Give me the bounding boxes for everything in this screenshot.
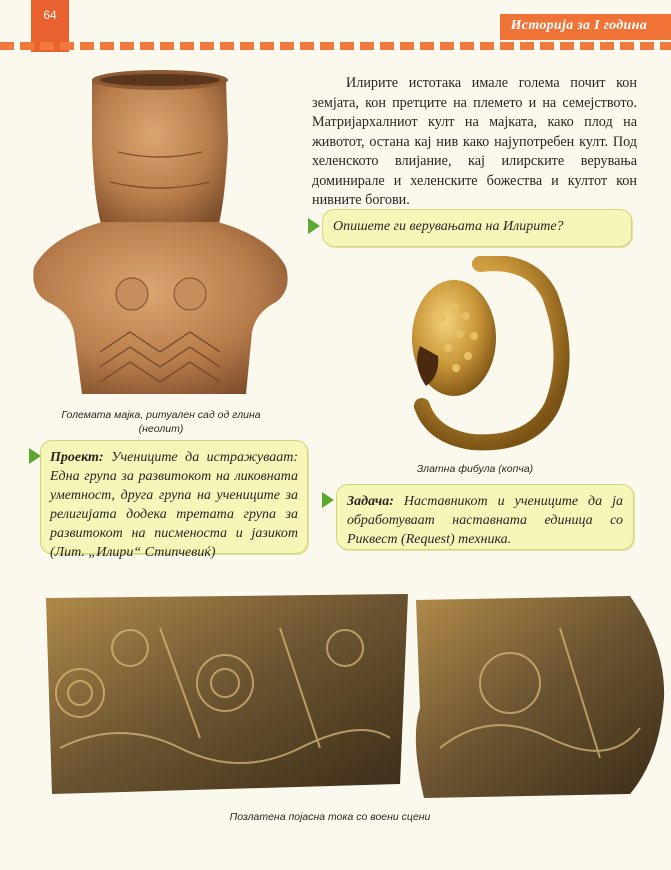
assignment-callout <box>336 484 634 550</box>
project-callout <box>40 440 308 560</box>
page-number: 64 <box>43 8 57 22</box>
project-label: Проект: <box>50 450 104 465</box>
assignment-arrow-icon <box>322 492 334 508</box>
intro-text: Илирите истотака имале голема почит кон земјата, кон претците на племето и на семејството. Матријархалниот култ на мајката, како плод на животот, останa кај нив како најупотребен култ. Под хеленското влијание, кај илирските верувања доминирале и хеленските божества и култот кон нивните богови. <box>312 75 637 208</box>
project-body <box>41 441 307 569</box>
belt-caption: Позлатена појасна тока со воени сцени <box>229 811 431 823</box>
describe-task-callout <box>322 209 632 247</box>
running-title: Историја за I година <box>510 18 647 33</box>
intro-paragraph <box>312 74 637 211</box>
assignment-text: Наставникот и учениците да ја обработуваат наставната единица со Риквест (Request) техника. <box>347 494 623 547</box>
assignment-body <box>337 485 633 556</box>
vessel-caption: Големата мајка, ритуален сад од глина (неолит) <box>61 409 261 435</box>
assignment-label: Задача: <box>347 494 394 509</box>
header-dash-divider <box>0 42 671 50</box>
gold-fibula-image <box>382 256 572 452</box>
describe-task-text: Опишете ги верувањата на Илирите? <box>333 219 564 234</box>
project-text: Учениците да истражуваат: Една група за развитокот на ликовната уметност, друга група на учениците за религијата додека третата група за развитокот на писменоста и јазикот (Лит. „Илири“ Стипчевиќ) <box>50 450 298 560</box>
mother-goddess-vessel-image <box>30 62 292 402</box>
gilded-belt-buckle-image <box>40 588 668 800</box>
describe-task-arrow-icon <box>308 218 320 234</box>
fibula-caption: Златна фибула (копча) <box>416 463 534 475</box>
